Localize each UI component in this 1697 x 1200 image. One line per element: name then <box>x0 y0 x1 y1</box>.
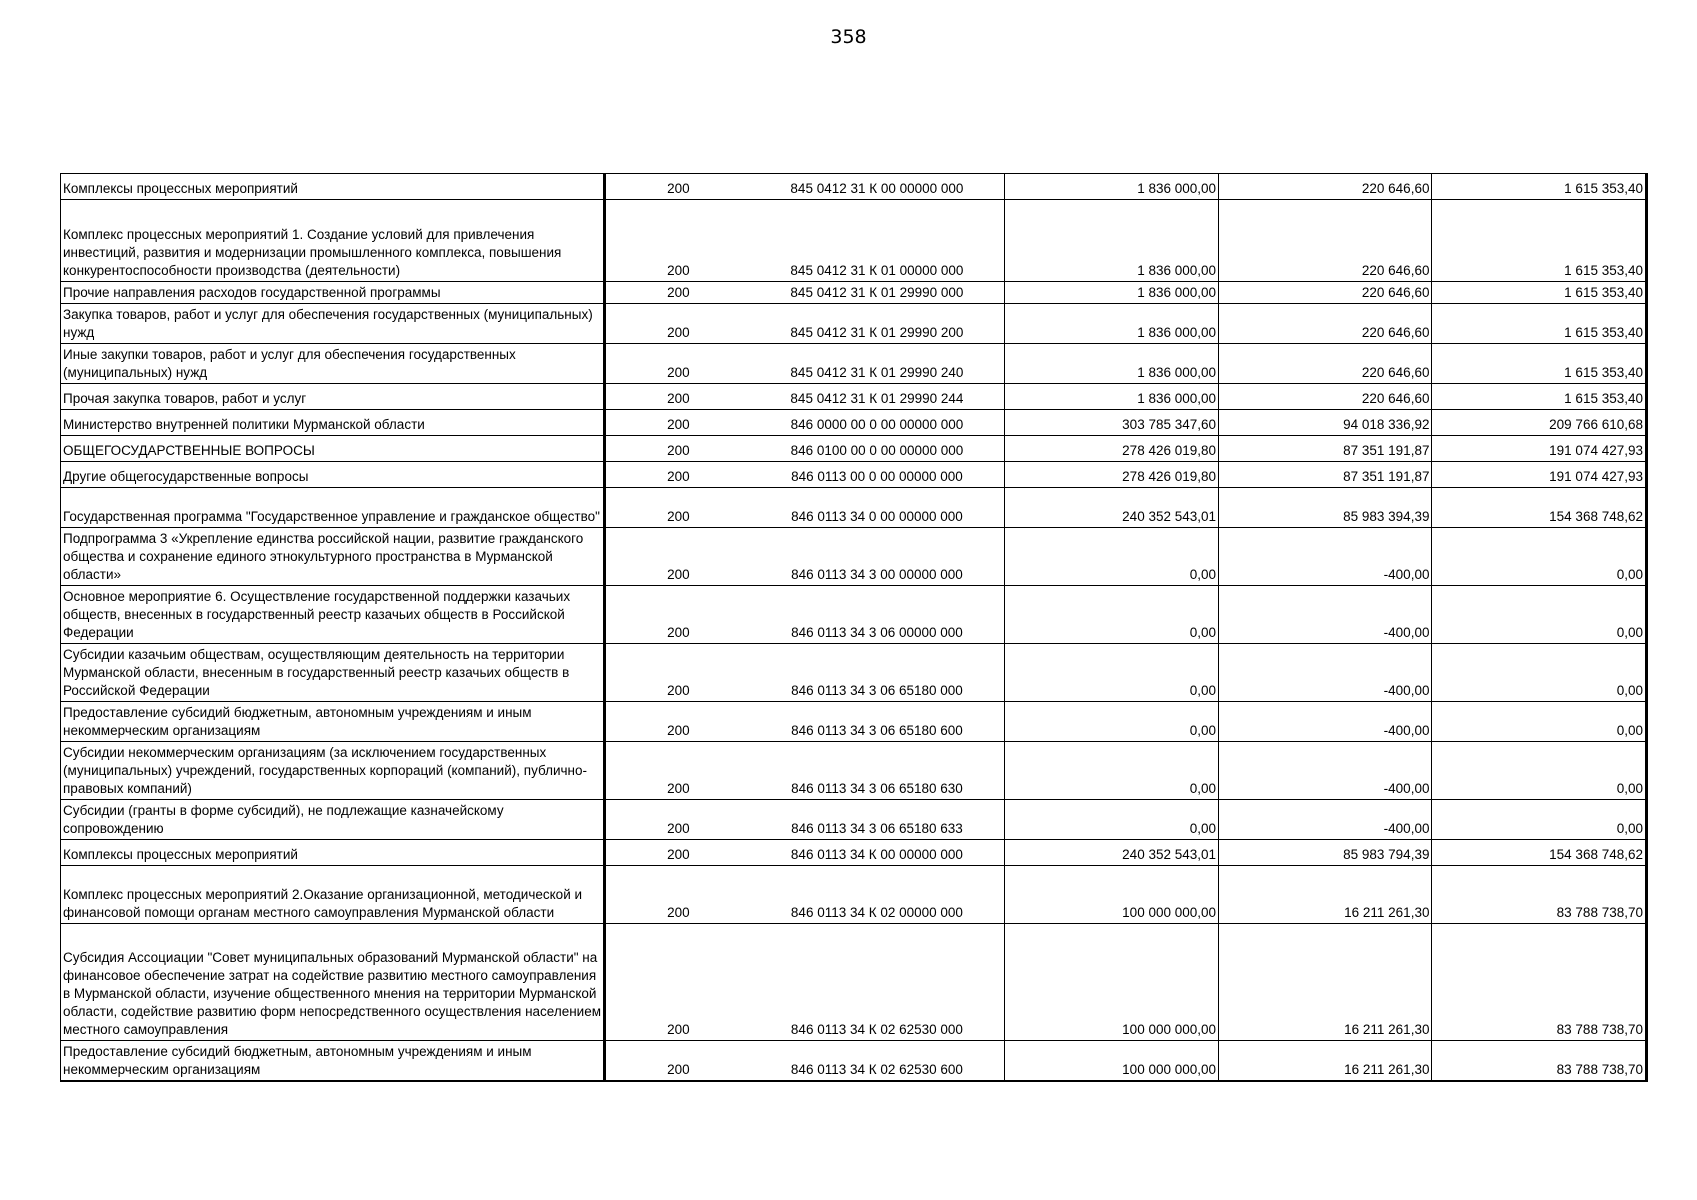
row-name-cell <box>61 174 605 200</box>
row-name-text: Иные закупки товаров, работ и услуг для обеспечения государственных (муниципальных) нужд <box>63 347 516 380</box>
row-name-cell <box>61 800 605 840</box>
row-name-cell <box>61 866 605 924</box>
row-approved-cell: 0,00 <box>1004 702 1218 742</box>
row-unexecuted-cell: 1 615 353,40 <box>1432 384 1647 410</box>
row-name-cell <box>61 528 605 586</box>
row-unexecuted-cell: 154 368 748,62 <box>1432 488 1647 528</box>
row-line-code-cell: 200 <box>605 488 750 528</box>
row-name-text: Предоставление субсидий бюджетным, автономным учреждениям и иным некоммерческим организациям <box>63 705 532 738</box>
table-row <box>61 174 1647 200</box>
row-name-cell <box>61 344 605 384</box>
row-name-cell <box>61 840 605 866</box>
row-line-code-cell: 200 <box>605 528 750 586</box>
row-line-code-cell: 200 <box>605 742 750 800</box>
table-row <box>61 488 1647 528</box>
row-budget-code-cell: 845 0412 31 К 00 00000 000 <box>750 174 1004 200</box>
row-name-text: Прочие направления расходов государственной программы <box>63 285 441 300</box>
row-executed-cell: 94 018 336,92 <box>1219 410 1432 436</box>
table-row <box>61 436 1647 462</box>
row-name-text: Основное мероприятие 6. Осуществление государственной поддержки казачьих обществ, внесенных в государственный реестр казачьих обществ в Российской Федерации <box>63 589 571 640</box>
table-body <box>61 174 1647 1081</box>
row-line-code-cell: 200 <box>605 436 750 462</box>
table-row <box>61 1041 1647 1081</box>
row-name-cell <box>61 924 605 1041</box>
row-budget-code-cell: 846 0113 34 3 06 65180 000 <box>750 644 1004 702</box>
row-executed-cell: 220 646,60 <box>1219 200 1432 282</box>
row-approved-cell: 240 352 543,01 <box>1004 488 1218 528</box>
row-line-code-cell: 200 <box>605 174 750 200</box>
row-unexecuted-cell: 0,00 <box>1432 702 1647 742</box>
table-row <box>61 800 1647 840</box>
row-executed-cell: 87 351 191,87 <box>1219 436 1432 462</box>
row-line-code-cell: 200 <box>605 702 750 742</box>
row-name-text: Предоставление субсидий бюджетным, автономным учреждениям и иным некоммерческим организациям <box>63 1043 532 1077</box>
row-approved-cell: 1 836 000,00 <box>1004 344 1218 384</box>
table-row <box>61 410 1647 436</box>
row-approved-cell: 303 785 347,60 <box>1004 410 1218 436</box>
row-name-text: Государственная программа "Государственное управление и гражданское общество" <box>63 509 600 524</box>
row-name-cell <box>61 488 605 528</box>
row-name-cell <box>61 410 605 436</box>
row-name-cell <box>61 384 605 410</box>
row-unexecuted-cell: 0,00 <box>1432 644 1647 702</box>
table-row <box>61 304 1647 344</box>
budget-execution-table <box>60 173 1648 1082</box>
table-row <box>61 924 1647 1041</box>
row-approved-cell: 100 000 000,00 <box>1004 1041 1218 1081</box>
row-budget-code-cell: 845 0412 31 К 01 29990 240 <box>750 344 1004 384</box>
row-line-code-cell: 200 <box>605 200 750 282</box>
row-line-code-cell: 200 <box>605 462 750 488</box>
row-executed-cell: 220 646,60 <box>1219 344 1432 384</box>
row-line-code-cell: 200 <box>605 1041 750 1081</box>
row-unexecuted-cell: 83 788 738,70 <box>1432 924 1647 1041</box>
row-name-text: Субсидии казачьим обществам, осуществляющим деятельность на территории Мурманской области, внесенным в государственный реестр казачьих обществ в Российской Федерации <box>63 647 570 698</box>
row-unexecuted-cell: 1 615 353,40 <box>1432 282 1647 304</box>
row-budget-code-cell: 846 0113 34 3 00 00000 000 <box>750 528 1004 586</box>
row-approved-cell: 1 836 000,00 <box>1004 304 1218 344</box>
table-row <box>61 462 1647 488</box>
row-approved-cell: 0,00 <box>1004 586 1218 644</box>
row-line-code-cell: 200 <box>605 304 750 344</box>
row-unexecuted-cell: 191 074 427,93 <box>1432 462 1647 488</box>
row-approved-cell: 1 836 000,00 <box>1004 174 1218 200</box>
row-executed-cell: 16 211 261,30 <box>1219 866 1432 924</box>
row-budget-code-cell: 845 0412 31 К 01 00000 000 <box>750 200 1004 282</box>
row-approved-cell: 100 000 000,00 <box>1004 866 1218 924</box>
table-row <box>61 528 1647 586</box>
row-line-code-cell: 200 <box>605 282 750 304</box>
row-unexecuted-cell: 0,00 <box>1432 586 1647 644</box>
table-row <box>61 840 1647 866</box>
row-unexecuted-cell: 1 615 353,40 <box>1432 200 1647 282</box>
row-name-text: Комплексы процессных мероприятий <box>63 181 298 196</box>
row-executed-cell: 220 646,60 <box>1219 384 1432 410</box>
row-name-cell <box>61 742 605 800</box>
row-budget-code-cell: 846 0113 34 3 06 65180 633 <box>750 800 1004 840</box>
row-name-text: Субсидии (гранты в форме субсидий), не подлежащие казначейскому сопровождению <box>63 803 504 836</box>
row-name-cell <box>61 644 605 702</box>
row-name-text: Комплекс процессных мероприятий 2.Оказание организационной, методической и финансовой помощи органам местного самоуправления Мурманской области <box>63 887 583 920</box>
table-row <box>61 384 1647 410</box>
row-unexecuted-cell: 0,00 <box>1432 528 1647 586</box>
row-approved-cell: 240 352 543,01 <box>1004 840 1218 866</box>
row-unexecuted-cell: 83 788 738,70 <box>1432 866 1647 924</box>
row-executed-cell: -400,00 <box>1219 742 1432 800</box>
row-budget-code-cell: 846 0113 34 К 02 62530 000 <box>750 924 1004 1041</box>
row-unexecuted-cell: 154 368 748,62 <box>1432 840 1647 866</box>
row-name-text: Субсидия Ассоциации "Совет муниципальных образований Мурманской области" на финансовое обеспечение затрат на содействие развитию местного самоуправления в Мурманской области, изучение общественного мнения на территории Мурманской области, содействие развитию форм непосредственного осуществления населением местного самоуправления <box>63 950 602 1037</box>
row-name-text: Комплексы процессных мероприятий <box>63 847 298 862</box>
row-name-cell <box>61 586 605 644</box>
row-line-code-cell: 200 <box>605 840 750 866</box>
page-number: 358 <box>830 26 867 48</box>
row-approved-cell: 1 836 000,00 <box>1004 200 1218 282</box>
row-name-text: Подпрограмма 3 «Укрепление единства российской нации, развитие гражданского общества и сохранение единого этнокультурного пространства в Мурманской области» <box>63 531 584 582</box>
row-approved-cell: 278 426 019,80 <box>1004 436 1218 462</box>
row-budget-code-cell: 846 0113 34 К 00 00000 000 <box>750 840 1004 866</box>
row-budget-code-cell: 846 0113 00 0 00 00000 000 <box>750 462 1004 488</box>
row-executed-cell: -400,00 <box>1219 702 1432 742</box>
row-budget-code-cell: 846 0113 34 3 06 65180 630 <box>750 742 1004 800</box>
row-name-cell <box>61 200 605 282</box>
row-executed-cell: 87 351 191,87 <box>1219 462 1432 488</box>
table-row <box>61 866 1647 924</box>
row-executed-cell: 220 646,60 <box>1219 174 1432 200</box>
row-name-text: Субсидии некоммерческим организациям (за исключением государственных (муниципальных) учреждений, государственных корпораций (компаний), публично-правовых компаний) <box>63 745 588 796</box>
row-approved-cell: 100 000 000,00 <box>1004 924 1218 1041</box>
row-approved-cell: 278 426 019,80 <box>1004 462 1218 488</box>
table-row <box>61 742 1647 800</box>
row-budget-code-cell: 846 0100 00 0 00 00000 000 <box>750 436 1004 462</box>
row-name-text: Министерство внутренней политики Мурманской области <box>63 417 425 432</box>
row-line-code-cell: 200 <box>605 800 750 840</box>
row-budget-code-cell: 846 0000 00 0 00 00000 000 <box>750 410 1004 436</box>
row-approved-cell: 0,00 <box>1004 742 1218 800</box>
row-executed-cell: 16 211 261,30 <box>1219 924 1432 1041</box>
row-line-code-cell: 200 <box>605 384 750 410</box>
row-approved-cell: 1 836 000,00 <box>1004 282 1218 304</box>
table-row <box>61 644 1647 702</box>
row-approved-cell: 1 836 000,00 <box>1004 384 1218 410</box>
table-row <box>61 200 1647 282</box>
row-line-code-cell: 200 <box>605 586 750 644</box>
row-unexecuted-cell: 191 074 427,93 <box>1432 436 1647 462</box>
row-name-text: Другие общегосударственные вопросы <box>63 469 309 484</box>
row-name-text: Комплекс процессных мероприятий 1. Создание условий для привлечения инвестиций, развития и модернизации промышленного комплекса, повышения конкурентоспособности производства (деятельности) <box>63 227 562 278</box>
row-budget-code-cell: 846 0113 34 0 00 00000 000 <box>750 488 1004 528</box>
row-line-code-cell: 200 <box>605 644 750 702</box>
row-unexecuted-cell: 0,00 <box>1432 800 1647 840</box>
row-name-cell <box>61 1041 605 1081</box>
row-executed-cell: 220 646,60 <box>1219 304 1432 344</box>
row-name-cell <box>61 304 605 344</box>
row-unexecuted-cell: 1 615 353,40 <box>1432 344 1647 384</box>
row-executed-cell: 85 983 394,39 <box>1219 488 1432 528</box>
row-line-code-cell: 200 <box>605 410 750 436</box>
row-executed-cell: 85 983 794,39 <box>1219 840 1432 866</box>
row-unexecuted-cell: 83 788 738,70 <box>1432 1041 1647 1081</box>
row-budget-code-cell: 846 0113 34 К 02 62530 600 <box>750 1041 1004 1081</box>
row-unexecuted-cell: 1 615 353,40 <box>1432 174 1647 200</box>
row-approved-cell: 0,00 <box>1004 800 1218 840</box>
row-executed-cell: -400,00 <box>1219 800 1432 840</box>
row-executed-cell: -400,00 <box>1219 586 1432 644</box>
table-row <box>61 282 1647 304</box>
row-executed-cell: -400,00 <box>1219 644 1432 702</box>
row-line-code-cell: 200 <box>605 344 750 384</box>
table-row <box>61 344 1647 384</box>
row-name-cell <box>61 436 605 462</box>
row-budget-code-cell: 846 0113 34 3 06 65180 600 <box>750 702 1004 742</box>
table-row <box>61 586 1647 644</box>
row-budget-code-cell: 845 0412 31 К 01 29990 200 <box>750 304 1004 344</box>
row-unexecuted-cell: 0,00 <box>1432 742 1647 800</box>
row-executed-cell: -400,00 <box>1219 528 1432 586</box>
row-name-cell <box>61 282 605 304</box>
row-approved-cell: 0,00 <box>1004 644 1218 702</box>
row-line-code-cell: 200 <box>605 866 750 924</box>
row-name-cell <box>61 702 605 742</box>
row-budget-code-cell: 845 0412 31 К 01 29990 244 <box>750 384 1004 410</box>
row-name-text: Прочая закупка товаров, работ и услуг <box>63 391 307 406</box>
row-unexecuted-cell: 209 766 610,68 <box>1432 410 1647 436</box>
row-executed-cell: 220 646,60 <box>1219 282 1432 304</box>
row-budget-code-cell: 846 0113 34 3 06 00000 000 <box>750 586 1004 644</box>
row-name-text: ОБЩЕГОСУДАРСТВЕННЫЕ ВОПРОСЫ <box>63 443 315 458</box>
row-executed-cell: 16 211 261,30 <box>1219 1041 1432 1081</box>
row-budget-code-cell: 845 0412 31 К 01 29990 000 <box>750 282 1004 304</box>
row-name-cell <box>61 462 605 488</box>
row-budget-code-cell: 846 0113 34 К 02 00000 000 <box>750 866 1004 924</box>
row-line-code-cell: 200 <box>605 924 750 1041</box>
row-approved-cell: 0,00 <box>1004 528 1218 586</box>
table-row <box>61 702 1647 742</box>
row-name-text: Закупка товаров, работ и услуг для обеспечения государственных (муниципальных) нужд <box>63 307 593 340</box>
row-unexecuted-cell: 1 615 353,40 <box>1432 304 1647 344</box>
